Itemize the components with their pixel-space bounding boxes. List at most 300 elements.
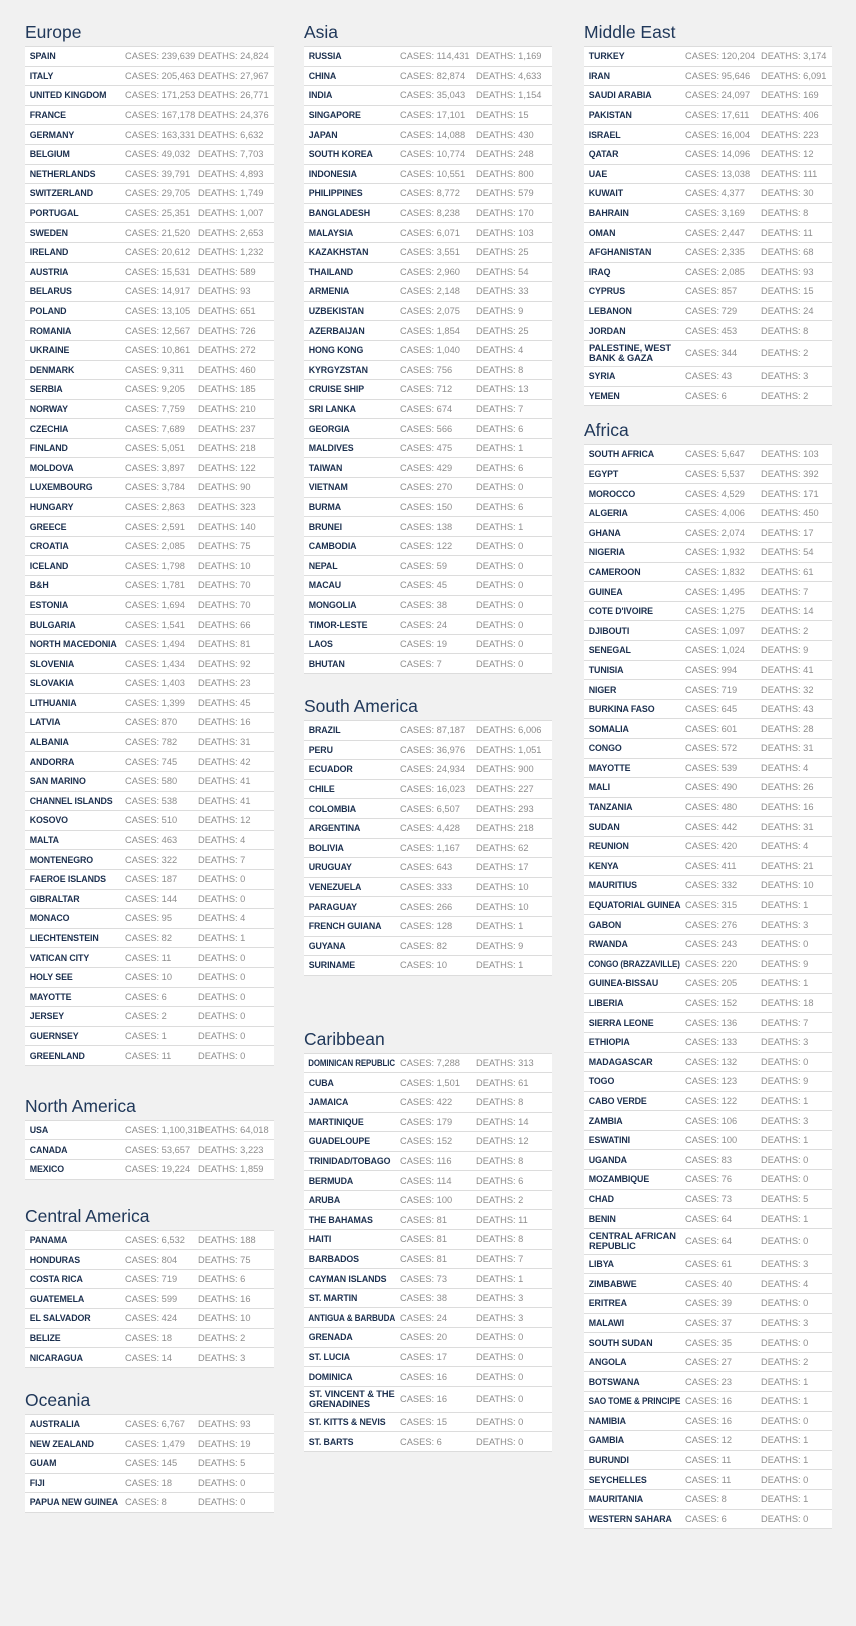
table-row	[25, 674, 274, 694]
deaths-value: DEATHS: 1,154	[476, 90, 542, 101]
deaths-value: DEATHS: 0	[761, 1415, 809, 1426]
table-row	[25, 850, 274, 870]
table-row	[304, 1230, 552, 1250]
deaths-value: DEATHS: 800	[476, 168, 534, 179]
deaths-value: DEATHS: 61	[761, 566, 814, 577]
table-row	[25, 1121, 274, 1141]
table-row	[584, 1412, 832, 1432]
cases-value: CASES: 122	[400, 541, 453, 552]
deaths-value: DEATHS: 1	[476, 1273, 524, 1284]
deaths-value: DEATHS: 31	[761, 821, 814, 832]
table-row	[25, 929, 274, 949]
deaths-value: DEATHS: 16	[198, 1293, 251, 1304]
country-name: ALBANIA	[29, 737, 69, 748]
cases-value: CASES: 171,253	[125, 90, 196, 101]
deaths-value: DEATHS: 7	[198, 854, 246, 865]
table-row	[304, 937, 552, 957]
deaths-value: DEATHS: 10	[476, 901, 529, 912]
country-name: NEPAL	[308, 560, 338, 571]
deaths-value: DEATHS: 0	[476, 580, 524, 591]
country-name: INDIA	[308, 90, 333, 101]
cases-value: CASES: 580	[125, 776, 178, 787]
deaths-value: DEATHS: 21	[761, 860, 814, 871]
cases-value: CASES: 12,567	[125, 325, 191, 336]
country-name: ZIMBABWE	[588, 1278, 637, 1289]
cases-value: CASES: 39	[685, 1298, 733, 1309]
region-table	[25, 1120, 274, 1180]
country-name: ST. LUCIA	[308, 1351, 351, 1362]
table-row	[304, 184, 552, 204]
country-name: SLOVAKIA	[29, 678, 74, 689]
table-row	[584, 47, 832, 67]
region-south-america	[304, 692, 552, 976]
cases-value: CASES: 95	[125, 913, 173, 924]
country-name: CHILE	[308, 784, 335, 795]
deaths-value: DEATHS: 323	[198, 501, 256, 512]
country-name: LEBANON	[588, 306, 632, 317]
table-row	[584, 484, 832, 504]
country-name: BRAZIL	[308, 725, 341, 736]
table-row	[25, 556, 274, 576]
cases-value: CASES: 10,551	[400, 168, 466, 179]
country-name: VIETNAM	[308, 482, 348, 493]
table-row	[304, 1348, 552, 1368]
country-name: URUGUAY	[308, 862, 352, 873]
country-name: SYRIA	[588, 371, 616, 382]
table-row	[584, 341, 832, 367]
cases-value: CASES: 144	[125, 893, 178, 904]
region-north-america	[25, 1092, 274, 1180]
region-asia	[304, 18, 552, 674]
table-row	[25, 204, 274, 224]
table-row	[584, 67, 832, 87]
table-row	[304, 741, 552, 761]
country-name: WESTERN SAHARA	[588, 1513, 672, 1524]
deaths-value: DEATHS: 6	[476, 501, 524, 512]
table-row	[304, 1367, 552, 1387]
country-name: SINGAPORE	[308, 110, 361, 121]
table-row	[25, 165, 274, 185]
cases-value: CASES: 11	[125, 1050, 172, 1061]
deaths-value: DEATHS: 1,007	[198, 208, 264, 219]
country-name: INDONESIA	[308, 168, 357, 179]
deaths-value: DEATHS: 0	[198, 1050, 246, 1061]
table-row	[304, 858, 552, 878]
cases-value: CASES: 81	[400, 1214, 448, 1225]
deaths-value: DEATHS: 0	[198, 1011, 246, 1022]
cases-value: CASES: 7,689	[125, 423, 185, 434]
table-row	[304, 556, 552, 576]
cases-value: CASES: 29,705	[125, 188, 191, 199]
cases-value: CASES: 220	[685, 958, 738, 969]
deaths-value: DEATHS: 726	[198, 325, 256, 336]
region-table	[25, 46, 274, 1066]
cases-value: CASES: 645	[685, 704, 738, 715]
cases-value: CASES: 136	[685, 1017, 738, 1028]
cases-value: CASES: 16	[400, 1394, 448, 1405]
country-name: REUNION	[588, 841, 629, 852]
deaths-value: DEATHS: 9	[476, 306, 524, 317]
deaths-value: DEATHS: 14	[476, 1116, 529, 1127]
cases-value: CASES: 17,611	[685, 110, 750, 121]
country-name: TIMOR-LESTE	[308, 619, 368, 630]
country-name: LUXEMBOURG	[29, 482, 93, 493]
cases-value: CASES: 1,932	[685, 547, 745, 558]
cases-value: CASES: 106	[685, 1115, 738, 1126]
deaths-value: DEATHS: 1	[476, 960, 524, 971]
cases-value: CASES: 756	[400, 364, 453, 375]
table-row	[584, 387, 832, 407]
table-row	[25, 1434, 274, 1454]
country-name: JAMAICA	[308, 1097, 349, 1108]
country-name: CENTRAL AFRICAN REPUBLIC	[589, 1231, 676, 1252]
cases-value: CASES: 475	[400, 443, 453, 454]
country-name: NIGER	[588, 684, 617, 695]
deaths-value: DEATHS: 81	[198, 639, 251, 650]
deaths-value: DEATHS: 122	[198, 462, 256, 473]
country-name: GERMANY	[29, 129, 75, 140]
deaths-value: DEATHS: 0	[761, 1337, 809, 1348]
cases-value: CASES: 1	[125, 1030, 167, 1041]
deaths-value: DEATHS: 25	[476, 247, 529, 258]
country-name: TURKEY	[588, 51, 625, 62]
deaths-value: DEATHS: 19	[198, 1438, 251, 1449]
cases-value: CASES: 6	[400, 1436, 442, 1447]
table-row	[304, 760, 552, 780]
deaths-value: DEATHS: 0	[476, 560, 524, 571]
country-name: LATVIA	[29, 717, 61, 728]
table-row	[304, 1113, 552, 1133]
country-name: BELIZE	[29, 1332, 61, 1343]
deaths-value: DEATHS: 11	[476, 1214, 528, 1225]
table-row	[304, 615, 552, 635]
country-name: NICARAGUA	[29, 1352, 83, 1363]
country-name: GREENLAND	[29, 1050, 85, 1061]
deaths-value: DEATHS: 8	[476, 1155, 524, 1166]
table-row	[584, 445, 832, 465]
country-name: CHINA	[308, 70, 337, 81]
country-name: SOUTH KOREA	[308, 149, 373, 160]
country-name: MARTINIQUE	[308, 1116, 364, 1127]
cases-value: CASES: 4,428	[400, 823, 460, 834]
cases-value: CASES: 6,507	[400, 803, 460, 814]
deaths-value: DEATHS: 93	[761, 266, 814, 277]
cases-value: CASES: 857	[685, 286, 738, 297]
cases-value: CASES: 424	[125, 1313, 178, 1324]
cases-value: CASES: 120,204	[685, 51, 756, 62]
cases-value: CASES: 453	[685, 325, 738, 336]
cases-value: CASES: 8	[125, 1497, 167, 1508]
table-row	[584, 1294, 832, 1314]
deaths-value: DEATHS: 237	[198, 423, 256, 434]
deaths-value: DEATHS: 1	[761, 1135, 809, 1146]
deaths-value: DEATHS: 41	[761, 664, 814, 675]
table-row	[25, 106, 274, 126]
cases-value: CASES: 82,874	[400, 70, 466, 81]
cases-value: CASES: 73	[685, 1193, 733, 1204]
country-name: HONDURAS	[29, 1254, 81, 1265]
deaths-value: DEATHS: 170	[476, 208, 534, 219]
deaths-value: DEATHS: 62	[476, 842, 529, 853]
deaths-value: DEATHS: 16	[761, 802, 814, 813]
table-row	[304, 1171, 552, 1191]
deaths-value: DEATHS: 28	[761, 723, 814, 734]
country-name: MAURITANIA	[588, 1494, 644, 1505]
table-row	[25, 654, 274, 674]
country-name: ICELAND	[29, 560, 69, 571]
country-name: SEYCHELLES	[588, 1474, 647, 1485]
country-name: TUNISIA	[588, 664, 624, 675]
deaths-value: DEATHS: 169	[761, 90, 819, 101]
deaths-value: DEATHS: 45	[198, 697, 251, 708]
deaths-value: DEATHS: 6,091	[761, 70, 827, 81]
country-name: DENMARK	[29, 364, 75, 375]
country-name: HONG KONG	[308, 345, 364, 356]
country-name: ST. BARTS	[308, 1436, 354, 1447]
deaths-value: DEATHS: 0	[476, 1371, 524, 1382]
deaths-value: DEATHS: 8	[476, 364, 524, 375]
table-row	[584, 367, 832, 387]
deaths-value: DEATHS: 2	[198, 1332, 246, 1343]
deaths-value: DEATHS: 4,893	[198, 168, 264, 179]
cases-value: CASES: 13,038	[685, 168, 751, 179]
table-row	[584, 165, 832, 185]
deaths-value: DEATHS: 0	[476, 599, 524, 610]
cases-value: CASES: 8	[685, 1494, 727, 1505]
table-row	[304, 1413, 552, 1433]
deaths-value: DEATHS: 54	[476, 266, 529, 277]
cases-value: CASES: 19,224	[125, 1164, 191, 1175]
table-row	[25, 733, 274, 753]
table-row	[584, 543, 832, 563]
deaths-value: DEATHS: 26	[761, 782, 814, 793]
table-row	[304, 839, 552, 859]
deaths-value: DEATHS: 1	[476, 521, 524, 532]
cases-value: CASES: 27	[685, 1357, 733, 1368]
deaths-value: DEATHS: 0	[476, 1436, 524, 1447]
country-name: VATICAN CITY	[29, 952, 90, 963]
cases-value: CASES: 11	[685, 1455, 732, 1466]
cases-value: CASES: 82	[400, 940, 448, 951]
country-name: ANTIGUA & BARBUDA	[308, 1312, 396, 1323]
table-row	[25, 988, 274, 1008]
cases-value: CASES: 566	[400, 423, 453, 434]
table-row	[304, 878, 552, 898]
table-row	[584, 1033, 832, 1053]
cases-value: CASES: 8,238	[400, 208, 460, 219]
table-row	[25, 321, 274, 341]
cases-value: CASES: 2,075	[400, 306, 460, 317]
table-row	[25, 478, 274, 498]
country-name: ALGERIA	[588, 508, 628, 519]
cases-value: CASES: 315	[685, 900, 738, 911]
table-row	[584, 1131, 832, 1151]
country-name: SRI LANKA	[308, 403, 356, 414]
country-name: GHANA	[588, 527, 621, 538]
deaths-value: DEATHS: 41	[198, 795, 251, 806]
table-row	[584, 1510, 832, 1530]
table-row	[25, 752, 274, 772]
cases-value: CASES: 1,167	[400, 842, 460, 853]
deaths-value: DEATHS: 450	[761, 508, 819, 519]
table-row	[584, 798, 832, 818]
table-row	[304, 956, 552, 976]
cases-value: CASES: 17	[400, 1351, 448, 1362]
country-name: GAMBIA	[588, 1435, 625, 1446]
cases-value: CASES: 64	[685, 1213, 733, 1224]
table-row	[25, 576, 274, 596]
cases-value: CASES: 442	[685, 821, 738, 832]
country-name: NETHERLANDS	[29, 168, 96, 179]
cases-value: CASES: 24,097	[685, 90, 751, 101]
country-name: GUADELOUPE	[308, 1136, 370, 1147]
table-row	[25, 67, 274, 87]
country-name: MALDIVES	[308, 443, 354, 454]
country-name: CROATIA	[29, 541, 69, 552]
deaths-value: DEATHS: 6	[476, 423, 524, 434]
cases-value: CASES: 13,105	[125, 306, 191, 317]
deaths-value: DEATHS: 1	[761, 900, 809, 911]
deaths-value: DEATHS: 18	[761, 998, 814, 1009]
country-name: ETHIOPIA	[588, 1037, 630, 1048]
cases-value: CASES: 266	[400, 901, 453, 912]
table-row	[304, 67, 552, 87]
cases-value: CASES: 17,101	[400, 110, 466, 121]
cases-value: CASES: 2,447	[685, 227, 745, 238]
table-row	[584, 223, 832, 243]
deaths-value: DEATHS: 3	[761, 371, 809, 382]
country-name: ANDORRA	[29, 756, 75, 767]
cases-value: CASES: 11	[125, 952, 172, 963]
deaths-value: DEATHS: 92	[198, 658, 251, 669]
cases-value: CASES: 411	[685, 860, 737, 871]
table-row	[304, 321, 552, 341]
deaths-value: DEATHS: 171	[761, 488, 819, 499]
deaths-value: DEATHS: 8	[761, 208, 809, 219]
column-right	[584, 18, 832, 1529]
cases-value: CASES: 14,096	[685, 149, 751, 160]
cases-value: CASES: 16	[685, 1415, 733, 1426]
table-row	[25, 713, 274, 733]
table-row	[25, 1231, 274, 1251]
country-name: THAILAND	[308, 266, 354, 277]
cases-value: CASES: 3,897	[125, 462, 185, 473]
cases-value: CASES: 138	[400, 521, 453, 532]
deaths-value: DEATHS: 68	[761, 247, 814, 258]
deaths-value: DEATHS: 392	[761, 468, 819, 479]
deaths-value: DEATHS: 3,174	[761, 51, 827, 62]
cases-value: CASES: 1,494	[125, 639, 185, 650]
cases-value: CASES: 429	[400, 462, 453, 473]
deaths-value: DEATHS: 1	[476, 921, 524, 932]
country-name: OMAN	[588, 227, 616, 238]
deaths-value: DEATHS: 103	[476, 227, 534, 238]
cases-value: CASES: 24	[400, 1312, 448, 1323]
deaths-value: DEATHS: 75	[198, 541, 251, 552]
country-name: BHUTAN	[308, 658, 345, 669]
deaths-value: DEATHS: 6	[476, 462, 524, 473]
deaths-value: DEATHS: 1	[761, 978, 809, 989]
table-row	[304, 635, 552, 655]
cases-value: CASES: 36,976	[400, 744, 466, 755]
country-name: BURKINA FASO	[588, 704, 655, 715]
cases-value: CASES: 128	[400, 921, 453, 932]
table-row	[584, 106, 832, 126]
country-name: EQUATORIAL GUINEA	[588, 900, 681, 911]
country-name: GUINEA	[588, 586, 623, 597]
cases-value: CASES: 1,781	[125, 580, 185, 591]
country-name: TRINIDAD/TOBAGO	[308, 1155, 391, 1166]
table-row	[584, 739, 832, 759]
deaths-value: DEATHS: 9	[761, 645, 809, 656]
deaths-value: DEATHS: 0	[761, 1056, 809, 1067]
country-name: CRUISE SHIP	[308, 384, 365, 395]
deaths-value: DEATHS: 0	[761, 939, 809, 950]
country-name: QATAR	[588, 149, 619, 160]
country-name: PAKISTAN	[588, 110, 632, 121]
deaths-value: DEATHS: 651	[198, 306, 256, 317]
cases-value: CASES: 205,463	[125, 70, 196, 81]
country-name: HUNGARY	[29, 501, 74, 512]
country-name: MAYOTTE	[29, 991, 72, 1002]
cases-value: CASES: 804	[125, 1254, 178, 1265]
country-name: ERITREA	[588, 1298, 627, 1309]
country-name: MALAWI	[588, 1317, 625, 1328]
table-row	[584, 896, 832, 916]
table-row	[584, 263, 832, 283]
table-row	[304, 1308, 552, 1328]
table-row	[584, 465, 832, 485]
country-name: BAHRAIN	[588, 208, 629, 219]
country-name: LIECHTENSTEIN	[29, 933, 99, 944]
table-row	[304, 1432, 552, 1452]
deaths-value: DEATHS: 2,653	[198, 227, 264, 238]
table-row	[304, 1191, 552, 1211]
cases-value: CASES: 2,591	[125, 521, 185, 532]
country-name: KYRGYZSTAN	[308, 364, 368, 375]
deaths-value: DEATHS: 17	[761, 527, 814, 538]
deaths-value: DEATHS: 293	[476, 803, 534, 814]
table-row	[25, 1289, 274, 1309]
country-name: ECUADOR	[308, 764, 353, 775]
table-row	[304, 517, 552, 537]
region-table	[304, 46, 552, 674]
deaths-value: DEATHS: 4	[476, 345, 524, 356]
region-central-america	[25, 1202, 274, 1368]
table-row	[25, 86, 274, 106]
cases-value: CASES: 100	[685, 1135, 738, 1146]
country-name: BOLIVIA	[308, 842, 344, 853]
country-name: MOROCCO	[588, 488, 636, 499]
deaths-value: DEATHS: 1,749	[198, 188, 264, 199]
country-name: KUWAIT	[588, 188, 624, 199]
cases-value: CASES: 463	[125, 835, 178, 846]
country-name: EL SALVADOR	[29, 1313, 91, 1324]
deaths-value: DEATHS: 140	[198, 521, 256, 532]
cases-value: CASES: 9,311	[125, 364, 185, 375]
country-name: VENEZUELA	[308, 882, 362, 893]
table-row	[25, 458, 274, 478]
cases-value: CASES: 2,085	[125, 541, 185, 552]
deaths-value: DEATHS: 272	[198, 345, 256, 356]
table-row	[304, 302, 552, 322]
table-row	[304, 537, 552, 557]
table-row	[304, 400, 552, 420]
country-name: USA	[29, 1125, 49, 1136]
cases-value: CASES: 132	[685, 1056, 738, 1067]
table-row	[584, 1372, 832, 1392]
table-row	[584, 955, 832, 975]
